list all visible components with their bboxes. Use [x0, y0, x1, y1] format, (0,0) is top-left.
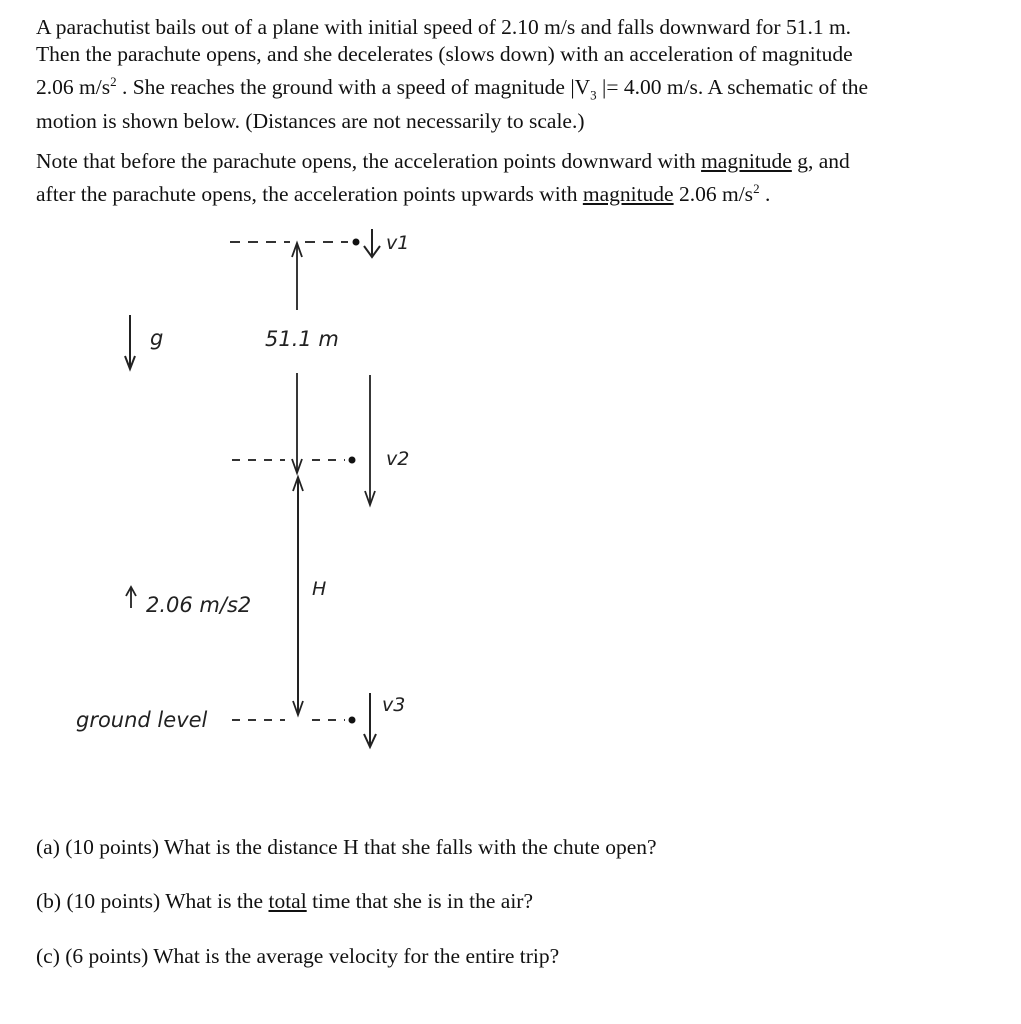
v3-arrow	[364, 693, 376, 747]
v1-label: v1	[386, 232, 410, 254]
v1-arrow	[364, 229, 380, 257]
ground-level-line	[232, 717, 356, 724]
accel-value: 2.06 m/s	[36, 75, 111, 100]
statement-text: |= 4.00 m/s. A schematic of the	[596, 75, 869, 100]
v3-label: v3	[382, 694, 406, 716]
parachutist-point	[349, 717, 356, 724]
superscript-2: 2	[110, 74, 117, 89]
problem-statement	[36, 14, 986, 135]
question-c: (c) (6 points) What is the average velocity for the entire trip?	[36, 944, 560, 968]
underlined-magnitude: magnitude	[582, 182, 674, 207]
question-a: (a) (10 points) What is the distance H that she falls with the chute open?	[36, 835, 657, 859]
question-text: time that she is in the air?	[306, 889, 533, 913]
note-text: 2.06 m/s	[673, 182, 754, 207]
deceleration-arrow	[126, 587, 136, 608]
distance-dimension-arrow	[292, 243, 302, 473]
note-line-1	[36, 148, 986, 175]
statement-line-4: motion is shown below. (Distances are not necessarily to scale.)	[36, 109, 585, 134]
superscript-2: 2	[753, 181, 760, 196]
statement-line-1: A parachutist bails out of a plane with initial speed of 2.10 m/s and falls downward for 51.1 m.	[36, 15, 852, 39]
statement-line-3	[36, 68, 986, 108]
note-text: .	[759, 182, 771, 207]
underlined-magnitude: magnitude	[701, 149, 792, 173]
note-text: g, and	[791, 149, 850, 173]
motion-schematic	[0, 215, 520, 775]
question-text: (b) (10 points) What is the	[36, 889, 269, 913]
note-paragraph	[36, 148, 986, 208]
question-b	[36, 888, 533, 915]
ground-level-label: ground level	[76, 708, 208, 732]
v2-label: v2	[386, 448, 410, 470]
H-label: H	[312, 578, 327, 600]
underlined-total: total	[268, 889, 307, 913]
parachutist-point	[353, 239, 360, 246]
note-text: after the parachute opens, the acceleration points upwards with	[36, 182, 583, 207]
parachutist-point	[349, 457, 356, 464]
start-level-line	[230, 239, 360, 246]
height-dimension-arrow	[293, 477, 303, 715]
gravity-arrow	[125, 315, 135, 369]
distance-label: 51.1 m	[265, 327, 339, 351]
subscript-3: 3	[590, 87, 597, 103]
statement-line-2: Then the parachute opens, and she decelerates (slows down) with an acceleration of magnitude	[36, 42, 853, 66]
statement-text: . She reaches the ground with a speed of magnitude |V	[116, 75, 591, 100]
g-label: g	[150, 326, 164, 350]
note-text: Note that before the parachute opens, the acceleration points downward with	[36, 149, 702, 173]
acceleration-label: 2.06 m/s2	[146, 593, 252, 617]
v2-arrow	[365, 375, 375, 505]
note-line-2	[36, 175, 986, 208]
